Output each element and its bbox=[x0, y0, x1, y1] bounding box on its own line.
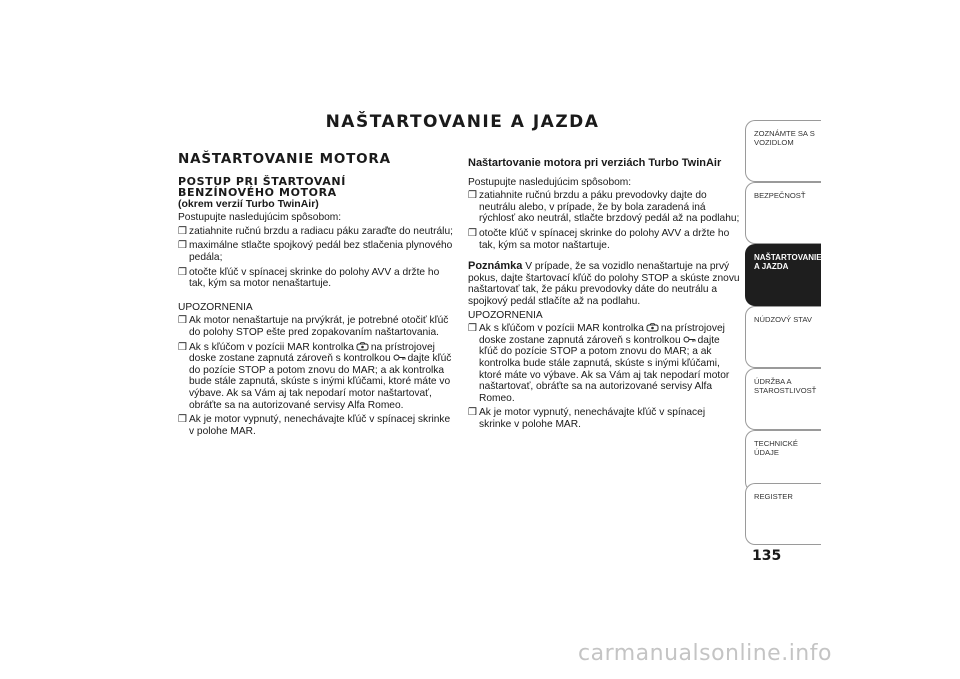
key-lamp-icon bbox=[683, 335, 696, 344]
warning-item: ❒ Ak je motor vypnutý, nenechávajte kľúč v spínacej skrinke v polohe MAR. bbox=[178, 414, 451, 437]
subheading-line-2: BENZÍNOVÉHO MOTORA bbox=[178, 185, 337, 199]
key-lamp-icon bbox=[393, 353, 406, 362]
tab-register[interactable]: REGISTER bbox=[745, 483, 821, 545]
step-item: ❒ otočte kľúč v spínacej skrinke do polohy AVV a držte ho tak, kým sa motor nenaštartuje. bbox=[178, 266, 440, 290]
checkbox-icon: ❒ bbox=[178, 315, 187, 327]
watermark: carmanualsonline.info bbox=[578, 641, 832, 666]
checkbox-icon: ❒ bbox=[468, 407, 477, 419]
step-item: ❒ zatiahnite ručnú brzdu a páku prevodovky dajte do neutrálu alebo, v prípade, že by bola zaradená iná rýchlosť ako neutrál, stlačte brzdový pedál až na podlahu; bbox=[468, 190, 740, 225]
tab-nastartovanie-a-jazda[interactable]: NAŠTARTOVANIE A JAZDA bbox=[745, 244, 821, 306]
step-item: ❒ zatiahnite ručnú brzdu a radiacu páku zaraďte do neutrálu; bbox=[178, 225, 453, 237]
warning-heading: UPOZORNENIA bbox=[468, 309, 543, 321]
section-heading: NAŠTARTOVANIE MOTORA bbox=[178, 151, 391, 167]
warning-item: ❒ Ak motor nenaštartuje na prvýkrát, je potrebné otočiť kľúč do polohy STOP ešte pred zopakovaním naštartovania. bbox=[178, 315, 449, 338]
tab-udrzba[interactable]: ÚDRŽBA A STAROSTLIVOSŤ bbox=[745, 368, 821, 430]
tab-bezpecnost[interactable]: BEZPEČNOSŤ bbox=[745, 182, 821, 244]
checkbox-icon: ❒ bbox=[178, 240, 187, 252]
subheading-line-1: POSTUP PRI ŠTARTOVANÍ bbox=[178, 174, 346, 188]
warning-item: ❒ Ak s kľúčom v pozícii MAR kontrolka na prístrojovej doske zostane zapnutá zároveň s kontrolkou dajte kľúč do pozície STOP a potom znovu do MAR; a ak kontrolka bude stále zapnutá, skúste s inými kľúčami, ktoré máte vo výbave. Ak sa Vám aj tak nepodarí motor naštartovať, obráťte sa na autorizované servisy Alfa Romeo. bbox=[468, 323, 730, 404]
warning-item: ❒ Ak s kľúčom v pozícii MAR kontrolka na prístrojovej doske zostane zapnutá zároveň s kontrolkou dajte kľúč do pozície STOP a potom znovu do MAR; a ak kontrolka bude stále zapnutá, skúste s inými kľúčami, ktoré máte vo výbave. Ak sa Vám aj tak nepodarí motor naštartovať, obráťte sa na autorizované servisy Alfa Romeo. bbox=[178, 341, 452, 411]
subheading-note: (okrem verzií Turbo TwinAir) bbox=[178, 197, 319, 210]
page-title: NAŠTARTOVANIE A JAZDA bbox=[325, 112, 600, 132]
page-number: 135 bbox=[752, 548, 782, 564]
warning-heading: UPOZORNENIA bbox=[178, 301, 253, 313]
immobilizer-lamp-icon bbox=[646, 323, 659, 332]
tab-zoznamte-sa[interactable]: ZOZNÁMTE SA S VOZIDLOM bbox=[745, 120, 821, 182]
intro-text: Postupujte nasledujúcim spôsobom: bbox=[178, 212, 342, 224]
checkbox-icon: ❒ bbox=[468, 190, 477, 202]
intro-text: Postupujte nasledujúcim spôsobom: bbox=[468, 176, 632, 188]
step-item: ❒ maximálne stlačte spojkový pedál bez stlačenia plynového pedála; bbox=[178, 240, 453, 263]
step-item: ❒ otočte kľúč v spínacej skrinke do polohy AVV a držte ho tak, kým sa motor naštartuje. bbox=[468, 227, 730, 251]
immobilizer-lamp-icon bbox=[356, 342, 369, 351]
checkbox-icon: ❒ bbox=[468, 227, 477, 239]
checkbox-icon: ❒ bbox=[178, 225, 187, 237]
tab-nudzovy-stav[interactable]: NÚDZOVÝ STAV bbox=[745, 306, 821, 368]
note-label: Poznámka bbox=[468, 260, 523, 273]
note-paragraph bbox=[468, 261, 740, 307]
note-text: V prípade, že sa vozidlo nenaštartuje na prvý pokus, dajte štartovací kľúč do polohy STOP a skúste znovu naštartovať tak, že páku prevodovky dáte do neutrálu a spojkový pedál stlačíte až na podlahu. bbox=[468, 261, 740, 307]
checkbox-icon: ❒ bbox=[468, 323, 477, 335]
left-column bbox=[178, 151, 453, 440]
checkbox-icon: ❒ bbox=[178, 341, 187, 353]
warning-item: ❒ Ak je motor vypnutý, nenechávajte kľúč v spínacej skrinke v polohe MAR. bbox=[468, 407, 706, 430]
right-column bbox=[468, 158, 740, 433]
tab-technicke-udaje[interactable]: TECHNICKÉ ÚDAJE bbox=[745, 430, 821, 492]
twinair-heading: Naštartovanie motora pri verziách Turbo TwinAir bbox=[468, 157, 722, 169]
checkbox-icon: ❒ bbox=[178, 414, 187, 426]
checkbox-icon: ❒ bbox=[178, 266, 187, 278]
